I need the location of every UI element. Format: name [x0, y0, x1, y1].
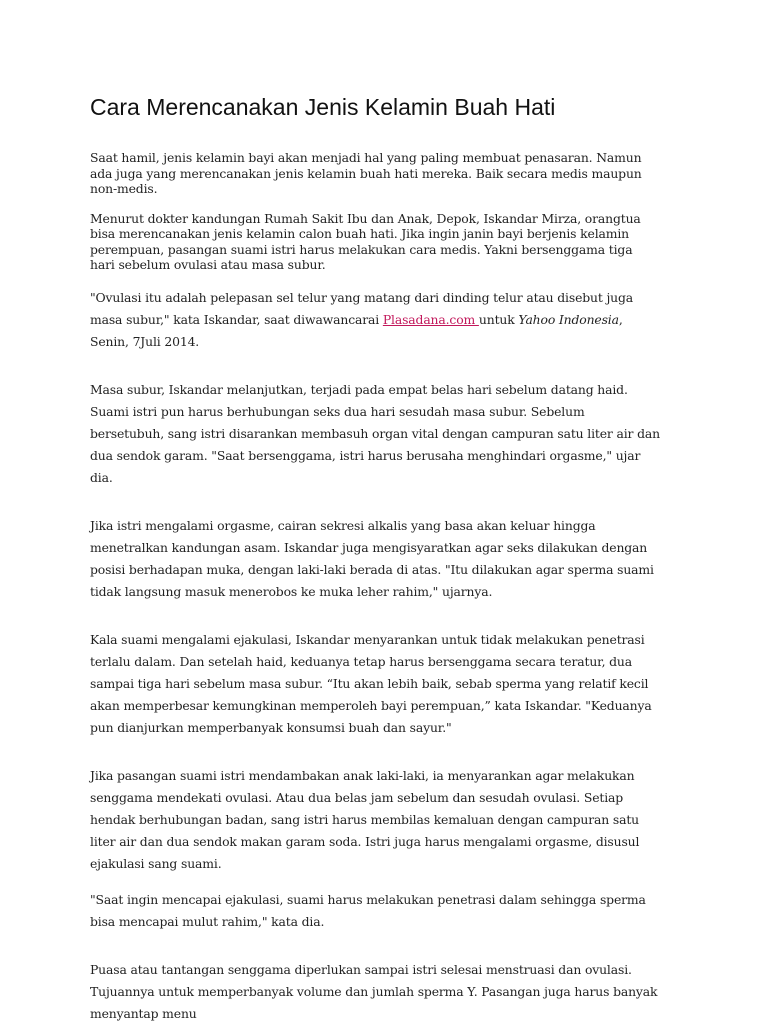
quote-text: "Ovulasi itu adalah pelepasan sel telur yang matang dari dinding telur atau disebut juga masa subur," kata Iskandar, saat diwawancarai: [90, 289, 634, 327]
paragraph-doctor-opinion: Menurut dokter kandungan Rumah Sakit Ibu dan Anak, Depok, Iskandar Mirza, orangtua bisa merencanakan jenis kelamin calon buah hati. Jika ingin janin bayi berjenis kelamin perempuan, pasangan suami istri harus melakukan cara medis. Yakni bersenggama tiga hari sebelum ovulasi atau masa subur.: [90, 210, 641, 272]
quote-date: , Senin, 7Juli 2014.: [90, 311, 623, 349]
document-title: Cara Merencanakan Jenis Kelamin Buah Hati: [90, 94, 556, 120]
paragraph-boy-method: Jika pasangan suami istri mendambakan anak laki-laki, ia menyarankan agar melakukan senggama mendekati ovulasi. Atau dua belas jam sebelum dan sesudah ovulasi. Setiap hendak berhubungan badan, sang istri harus membilas kemaluan dengan campuran satu liter air dan dua sendok makan garam soda. Istri juga harus mengalami orgasme, disusul ejakulasi sang suami.: [90, 767, 640, 871]
paragraph-ovulation-quote: [90, 287, 660, 353]
paragraph-abstinence: Puasa atau tantangan senggama diperlukan sampai istri selesai menstruasi dan ovulasi. Tujuannya untuk memperbanyak volume dan jumlah sperma Y. Pasangan juga harus banyak menyantap menu: [90, 961, 658, 1021]
publication-name: Yahoo Indonesia: [518, 311, 619, 327]
paragraph-fertile-period: Masa subur, Iskandar melanjutkan, terjadi pada empat belas hari sebelum datang haid. Suami istri pun harus berhubungan seks dua hari sesudah masa subur. Sebelum bersetubuh, sang istri disarankan membasuh organ vital dengan campuran satu liter air dan dua sendok garam. "Saat bersenggama, istri harus berusaha menghindari orgasme," ujar dia.: [90, 381, 660, 485]
document-page: [90, 92, 660, 1025]
paragraph-ejaculation: Kala suami mengalami ejakulasi, Iskandar menyarankan untuk tidak melakukan penetrasi terlalu dalam. Dan setelah haid, keduanya tetap harus bersenggama secara teratur, dua sampai tiga hari sebelum masa subur. “Itu akan lebih baik, sebab sperma yang relatif kecil akan memperbesar kemungkinan memperoleh bayi perempuan,” kata Iskandar. "Keduanya pun dianjurkan memperbanyak konsumsi buah dan sayur.": [90, 631, 652, 735]
plasadana-link[interactable]: Plasadana.com: [382, 311, 479, 327]
paragraph-penetration-quote: "Saat ingin mencapai ejakulasi, suami harus melakukan penetrasi dalam sehingga sperma bisa mencapai mulut rahim," kata dia.: [90, 891, 646, 929]
paragraph-orgasm: Jika istri mengalami orgasme, cairan sekresi alkalis yang basa akan keluar hingga menetralkan kandungan asam. Iskandar juga mengisyaratkan agar seks dilakukan dengan posisi berhadapan muka, dengan laki-laki berada di atas. "Itu dilakukan agar sperma suami tidak langsung masuk menerobos ke muka leher rahim," ujarnya.: [90, 517, 654, 599]
paragraph-intro: Saat hamil, jenis kelamin bayi akan menjadi hal yang paling membuat penasaran. Namun ada juga yang merencanakan jenis kelamin buah hati mereka. Baik secara medis maupun non-medis.: [90, 150, 642, 196]
quote-text-mid: untuk: [478, 311, 519, 327]
